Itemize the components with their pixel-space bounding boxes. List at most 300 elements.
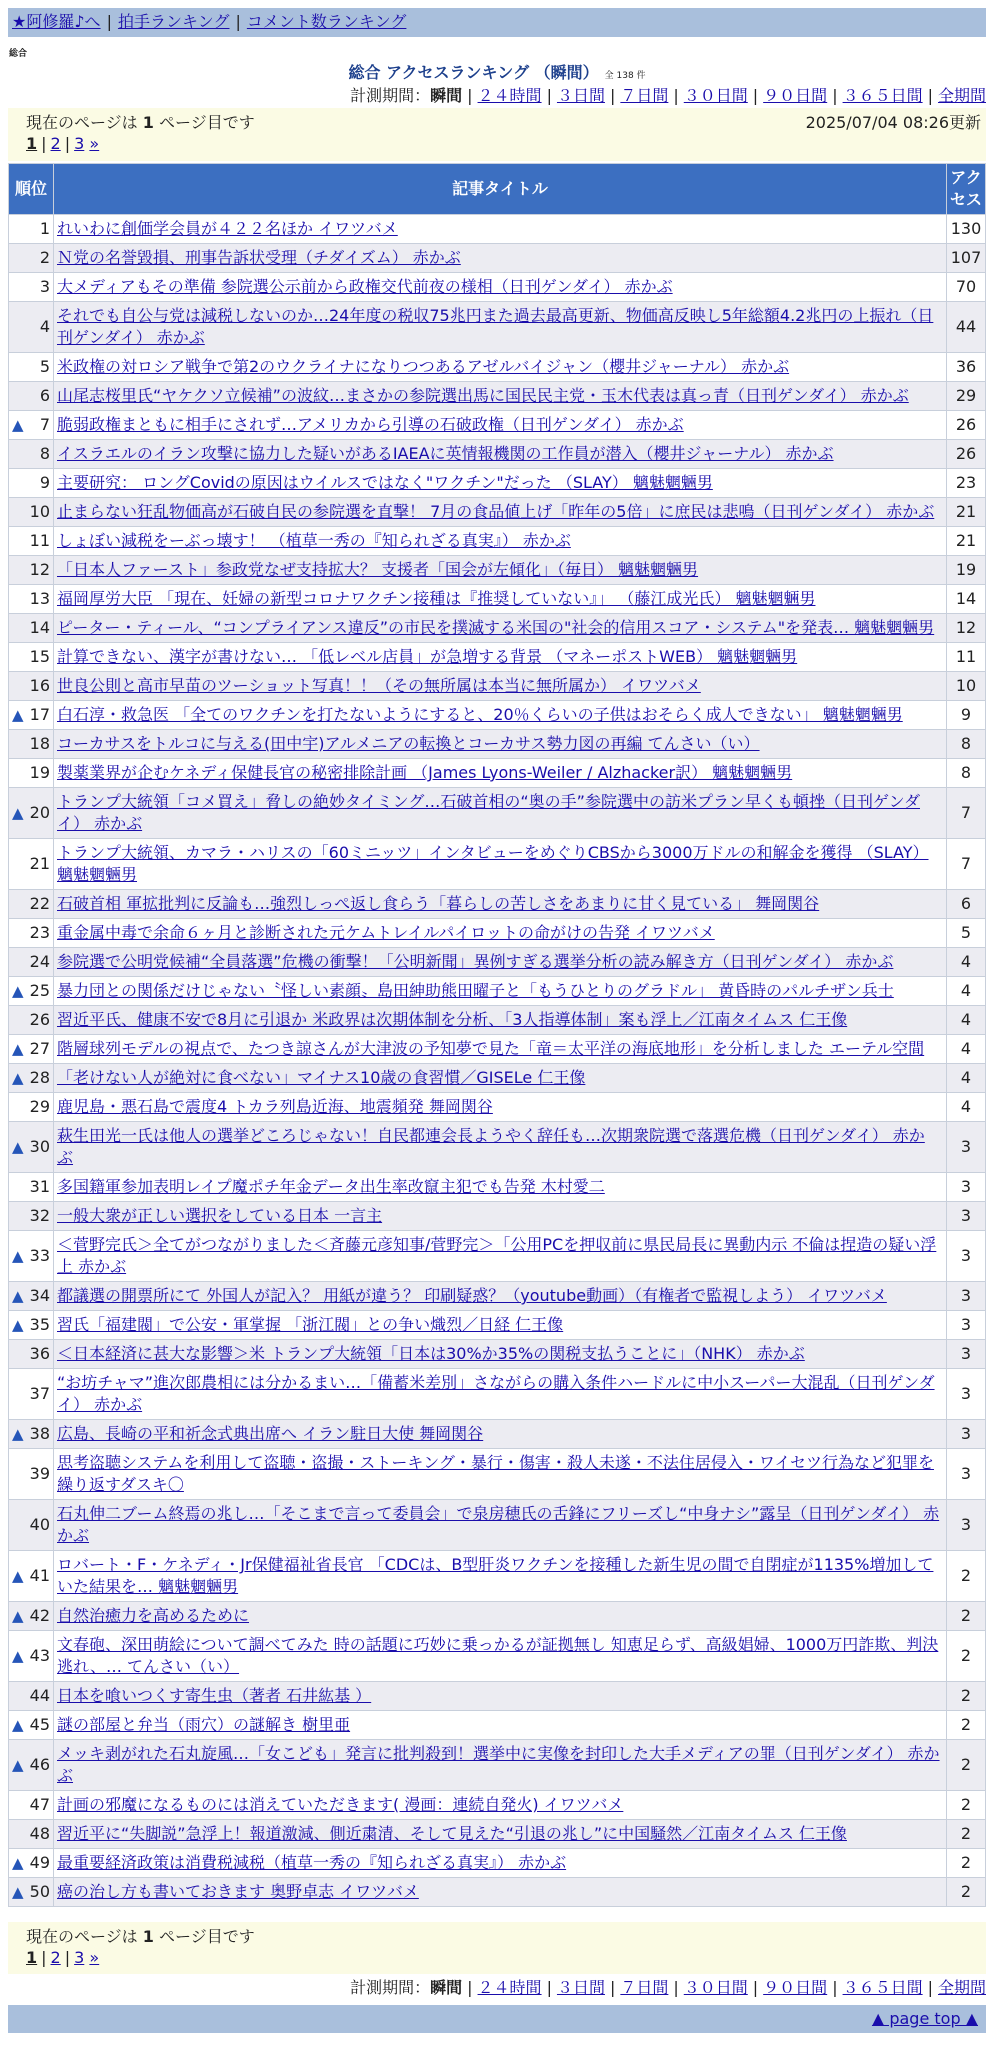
rank-number: 34 xyxy=(29,1286,50,1305)
title-cell xyxy=(54,469,947,498)
page-link[interactable]: 2 xyxy=(50,134,61,153)
rank-cell xyxy=(9,556,54,585)
title-cell xyxy=(54,977,947,1006)
rank-up-icon: ▲ xyxy=(12,1316,24,1334)
access-count: 11 xyxy=(947,643,986,672)
table-row xyxy=(9,759,986,788)
article-link[interactable]: 暴力団との関係だけじゃない〝怪しい素顔〟島田紳助熊田曜子と「もうひとりのグラドル」 黄昏時のパルチザン兵士 xyxy=(57,981,894,1000)
access-count: 6 xyxy=(947,890,986,919)
rank-up-icon: ▲ xyxy=(12,1607,24,1625)
title-cell xyxy=(54,1282,947,1311)
article-link[interactable]: トランプ大統領「コメ買え」脅しの絶妙タイミング…石破首相の“奥の手”参院選中の訪米プラン早くも頓挫（日刊ゲンダイ） 赤かぶ xyxy=(57,792,920,833)
rank-number: 6 xyxy=(39,386,50,405)
access-count: 70 xyxy=(947,273,986,302)
article-link[interactable]: 製薬業界が企むケネディ保健長官の秘密排除計画 （James Lyons-Weiler / Alzhacker訳） 魑魅魍魎男 xyxy=(57,763,793,782)
article-link[interactable]: “お坊チャマ”進次郎農相には分かるまい…「備蓄米差別」さながらの購入条件ハードルに中小スーパー大混乱（日刊ゲンダイ） 赤かぶ xyxy=(57,1373,935,1414)
total-count: 全 138 件 xyxy=(604,71,646,81)
table-row xyxy=(9,977,986,1006)
table-row xyxy=(9,1122,986,1173)
article-link[interactable]: 思考盗聴システムを利用して盗聴・盗撮・ストーキング・暴行・傷害・殺人未遂・不法住居侵入・ワイセツ行為など犯罪を繰り返すダスキ〇 xyxy=(57,1453,934,1494)
table-row xyxy=(9,1551,986,1602)
table-row xyxy=(9,302,986,353)
article-link[interactable]: 石破首相 軍拡批判に反論も…強烈しっぺ返し食らう「暮らしの苦しさをあまりに甘く見ている」 舞岡関谷 xyxy=(57,894,820,913)
table-row xyxy=(9,890,986,919)
article-link[interactable]: 米政権の対ロシア戦争で第2のウクライナになりつつあるアゼルバイジャン（櫻井ジャーナル） 赤かぶ xyxy=(57,357,790,376)
page-info-bottom xyxy=(8,1922,986,1974)
rank-cell xyxy=(9,759,54,788)
title-cell xyxy=(54,948,947,977)
table-row xyxy=(9,1740,986,1791)
access-count: 7 xyxy=(947,788,986,839)
article-link[interactable]: 鹿児島・悪石島で震度4 トカラ列島近海、地震頻発 舞岡関谷 xyxy=(57,1097,493,1116)
period-selector-bottom xyxy=(350,1978,986,1998)
category-label: 総合 xyxy=(9,49,28,59)
rank-cell xyxy=(9,1282,54,1311)
rank-cell xyxy=(9,1878,54,1907)
period-separator: | xyxy=(546,86,552,105)
rank-cell xyxy=(9,672,54,701)
access-count: 2 xyxy=(947,1551,986,1602)
article-link[interactable]: それでも自公与党は減税しないのか…24年度の税収75兆円また過去最高更新、物価高反映し5年総額4.2兆円の上振れ（日刊ゲンダイ） 赤かぶ xyxy=(57,306,934,347)
article-link[interactable]: 謎の部屋と弁当（雨穴）の謎解き 樹里亜 xyxy=(57,1715,351,1734)
period-link[interactable]: ７日間 xyxy=(620,1978,669,1997)
rank-cell xyxy=(9,643,54,672)
period-current: 瞬間 xyxy=(430,1978,463,1997)
rank-number: 43 xyxy=(29,1646,50,1665)
title-cell xyxy=(54,411,947,440)
rank-cell xyxy=(9,498,54,527)
rank-number: 26 xyxy=(29,1010,50,1029)
rank-number: 36 xyxy=(29,1344,50,1363)
rank-cell xyxy=(9,1231,54,1282)
rank-number: 19 xyxy=(29,763,50,782)
table-row xyxy=(9,1791,986,1820)
rank-number: 13 xyxy=(29,589,50,608)
access-count: 3 xyxy=(947,1420,986,1449)
page-link[interactable]: 3 xyxy=(74,1948,85,1967)
rank-cell xyxy=(9,353,54,382)
article-link[interactable]: 参院選で公明党候補“全員落選”危機の衝撃！「公明新聞」異例すぎる選挙分析の読み解き方（日刊ゲンダイ） 赤かぶ xyxy=(57,952,894,971)
access-count: 36 xyxy=(947,353,986,382)
rank-cell xyxy=(9,1006,54,1035)
page-top-link[interactable]: ▲ page top ▲ xyxy=(871,2009,978,2028)
rank-cell xyxy=(9,1500,54,1551)
rank-number: 39 xyxy=(29,1464,50,1483)
period-link[interactable]: ３０日間 xyxy=(683,86,748,105)
rank-number: 10 xyxy=(29,502,50,521)
access-count: 3 xyxy=(947,1500,986,1551)
title-cell xyxy=(54,1311,947,1340)
rank-cell xyxy=(9,788,54,839)
period-link[interactable]: ７日間 xyxy=(620,86,669,105)
table-row xyxy=(9,1602,986,1631)
rank-number: 30 xyxy=(29,1137,50,1156)
rank-cell xyxy=(9,701,54,730)
rank-number: 33 xyxy=(29,1246,50,1265)
rank-number: 7 xyxy=(39,415,50,434)
title-cell xyxy=(54,1122,947,1173)
access-count: 2 xyxy=(947,1878,986,1907)
period-link[interactable]: ３６５日間 xyxy=(842,86,923,105)
article-link[interactable]: 萩生田光一氏は他人の選挙どころじゃない！自民都連会長ようやく辞任も…次期衆院選で落選危機（日刊ゲンダイ） 赤かぶ xyxy=(57,1126,925,1167)
title-cell xyxy=(54,1340,947,1369)
rank-number: 38 xyxy=(29,1424,50,1443)
article-link[interactable]: トランプ大統領、カマラ・ハリスの「60ミニッツ」インタビューをめぐりCBSから3000万ドルの和解金を獲得 （SLAY） 魑魅魍魎男 xyxy=(57,843,929,884)
access-count: 3 xyxy=(947,1282,986,1311)
title-cell xyxy=(54,1820,947,1849)
access-count: 4 xyxy=(947,948,986,977)
table-row xyxy=(9,469,986,498)
title-cell xyxy=(54,353,947,382)
title-cell xyxy=(54,1682,947,1711)
title-cell xyxy=(54,643,947,672)
access-count: 107 xyxy=(947,244,986,273)
updated-timestamp: 2025/07/04 08:26更新 xyxy=(805,113,981,132)
period-link[interactable]: ９０日間 xyxy=(763,1978,828,1997)
rank-cell xyxy=(9,1420,54,1449)
period-separator: | xyxy=(673,1978,679,1997)
top-navigation-bar xyxy=(8,8,986,37)
article-link[interactable]: 文春砲、深田萌絵について調べてみた 時の話題に巧妙に乗っかるが証拠無し 知恵足らず、高級娼婦、1000万円詐欺、判決逃れ、… てんさい（い） xyxy=(57,1635,939,1676)
access-count: 3 xyxy=(947,1311,986,1340)
article-link[interactable]: 階層球列モデルの視点で、たつき諒さんが大津波の予知夢で見た「竜＝太平洋の海底地形」を分析しました エーテル空間 xyxy=(57,1039,925,1058)
period-separator: | xyxy=(609,1978,616,1997)
article-link[interactable]: 止まらない狂乱物価高が石破自民の参院選を直撃！ 7月の食品値上げ「昨年の5倍」に庶民は悲鳴（日刊ゲンダイ） 赤かぶ xyxy=(57,502,935,521)
period-separator: | xyxy=(467,86,473,105)
table-row xyxy=(9,382,986,411)
access-count: 3 xyxy=(947,1231,986,1282)
page-title-text: 総合 アクセスランキング （瞬間） xyxy=(348,63,599,82)
page-separator: | xyxy=(41,1948,47,1967)
title-cell xyxy=(54,527,947,556)
rank-cell xyxy=(9,614,54,643)
rank-up-icon: ▲ xyxy=(12,1854,24,1872)
rank-number: 4 xyxy=(39,317,50,336)
table-row xyxy=(9,730,986,759)
rank-cell xyxy=(9,302,54,353)
access-count: 26 xyxy=(947,411,986,440)
article-link[interactable]: れいわに創価学会員が４２２名ほか イワツバメ xyxy=(57,219,398,238)
access-count: 4 xyxy=(947,1064,986,1093)
access-count: 4 xyxy=(947,977,986,1006)
access-count: 2 xyxy=(947,1711,986,1740)
rank-number: 37 xyxy=(29,1384,50,1403)
rank-number: 2 xyxy=(39,248,50,267)
article-link[interactable]: 大メディアもその準備 参院選公示前から政権交代前夜の様相（日刊ゲンダイ） 赤かぶ xyxy=(57,277,673,296)
article-link[interactable]: ピーター・ティール、“コンプライアンス違反”の市民を撲滅する米国の"社会的信用スコア・システム"を発表… 魑魅魍魎男 xyxy=(57,618,935,637)
period-label: 計測期間： xyxy=(350,1978,431,1997)
next-page-link[interactable]: » xyxy=(89,134,100,153)
access-count: 4 xyxy=(947,1006,986,1035)
rank-up-icon: ▲ xyxy=(12,1716,24,1734)
current-page-text: 現在のページは 1 ページ目です xyxy=(26,113,255,132)
title-cell xyxy=(54,1791,947,1820)
table-row xyxy=(9,527,986,556)
article-link[interactable]: メッキ剥がれた石丸旋風…「女こども」発言に批判殺到！選挙中に実像を封印した大手メディアの罪（日刊ゲンダイ） 赤かぶ xyxy=(57,1744,940,1785)
article-link[interactable]: ＜菅野完氏＞全てがつながりました＜斉藤元彦知事/菅野完＞「公用PCを押収前に県民局長に異動内示 不倫は捏造の疑い浮上 赤かぶ xyxy=(57,1235,937,1276)
access-count: 12 xyxy=(947,614,986,643)
period-separator: | xyxy=(927,1978,933,1997)
title-column-header: 記事タイトル xyxy=(54,164,947,215)
rank-number: 28 xyxy=(29,1068,50,1087)
page-title xyxy=(0,60,994,83)
rank-number: 47 xyxy=(29,1795,50,1814)
article-link[interactable]: 広島、長崎の平和祈念式典出席へ イラン駐日大使 舞岡関谷 xyxy=(57,1424,484,1443)
article-link[interactable]: 習近平に“失脚説”急浮上！報道激減、側近粛清、そして見えた“引退の兆し”に中国騒然／江南タイムス 仁王像 xyxy=(57,1824,847,1843)
access-count: 2 xyxy=(947,1631,986,1682)
period-link[interactable]: ２４時間 xyxy=(477,1978,542,1997)
rank-number: 50 xyxy=(29,1882,50,1901)
period-link[interactable]: ９０日間 xyxy=(763,86,828,105)
rank-up-icon: ▲ xyxy=(12,982,24,1000)
comment-ranking-link[interactable]: コメント数ランキング xyxy=(246,12,407,31)
rank-cell xyxy=(9,382,54,411)
rank-number: 24 xyxy=(29,952,50,971)
rank-cell xyxy=(9,1849,54,1878)
rank-cell xyxy=(9,244,54,273)
rank-number: 5 xyxy=(39,357,50,376)
rank-cell xyxy=(9,1711,54,1740)
rank-up-icon: ▲ xyxy=(12,416,24,434)
title-cell xyxy=(54,1035,947,1064)
article-link[interactable]: 福岡厚労大臣 「現在、妊婦の新型コロナワクチン接種は『推奨していない』」 （藤江成光氏） 魑魅魍魎男 xyxy=(57,589,816,608)
title-cell xyxy=(54,1711,947,1740)
article-link[interactable]: 計算できない、漢字が書けない… 「低レベル店員」が急増する背景 （マネーポストWEB） 魑魅魍魎男 xyxy=(57,647,798,666)
access-count: 2 xyxy=(947,1740,986,1791)
article-link[interactable]: 一般大衆が正しい選択をしている日本 一言主 xyxy=(57,1206,383,1225)
article-link[interactable]: ロバート・F・ケネディ・Jr保健福祉省長官 「CDCは、B型肝炎ワクチンを接種した新生児の間で自閉症が1135%増加していた結果を… 魑魅魍魎男 xyxy=(57,1555,934,1596)
period-separator: | xyxy=(673,86,679,105)
title-cell xyxy=(54,440,947,469)
article-link[interactable]: 「日本人ファースト」参政党なぜ支持拡大？ 支援者「国会が左傾化」（毎日） 魑魅魍魎男 xyxy=(57,560,699,579)
access-count: 4 xyxy=(947,1035,986,1064)
period-separator: | xyxy=(927,86,933,105)
rank-up-icon: ▲ xyxy=(12,1138,24,1156)
rank-number: 40 xyxy=(29,1515,50,1534)
page-separator: | xyxy=(64,1948,71,1967)
article-link[interactable]: 日本を喰いつくす寄生虫（著者 石井紘基 ） xyxy=(57,1686,372,1705)
table-row xyxy=(9,672,986,701)
rank-up-icon: ▲ xyxy=(12,1425,24,1443)
period-separator: | xyxy=(546,1978,552,1997)
rank-number: 46 xyxy=(29,1755,50,1774)
access-count: 2 xyxy=(947,1682,986,1711)
access-count: 2 xyxy=(947,1820,986,1849)
access-count: 2 xyxy=(947,1791,986,1820)
rank-cell xyxy=(9,890,54,919)
rank-cell xyxy=(9,411,54,440)
rank-number: 35 xyxy=(29,1315,50,1334)
table-row xyxy=(9,556,986,585)
title-cell xyxy=(54,1849,947,1878)
access-count: 21 xyxy=(947,498,986,527)
current-page-text: 現在のページは 1 ページ目です xyxy=(26,1927,255,1946)
table-row xyxy=(9,244,986,273)
rank-cell xyxy=(9,215,54,244)
article-link[interactable]: 白石淳・救急医 「全てのワクチンを打たないようにすると、20％くらいの子供はおそらく成人できない」 魑魅魍魎男 xyxy=(57,705,903,724)
rank-number: 21 xyxy=(29,854,50,873)
table-row xyxy=(9,788,986,839)
table-row xyxy=(9,1093,986,1122)
period-link[interactable]: 全期間 xyxy=(937,1978,986,1997)
title-cell xyxy=(54,1500,947,1551)
table-row xyxy=(9,839,986,890)
rank-up-icon: ▲ xyxy=(12,706,24,724)
rank-cell xyxy=(9,1740,54,1791)
rank-up-icon: ▲ xyxy=(12,1247,24,1265)
rank-cell xyxy=(9,1311,54,1340)
access-count: 23 xyxy=(947,469,986,498)
rank-cell xyxy=(9,1551,54,1602)
table-row xyxy=(9,585,986,614)
rank-cell xyxy=(9,1631,54,1682)
rank-number: 41 xyxy=(29,1566,50,1585)
title-cell xyxy=(54,302,947,353)
table-row xyxy=(9,1006,986,1035)
rank-number: 45 xyxy=(29,1715,50,1734)
article-link[interactable]: 都議選の開票所にて 外国人が記入？ 用紙が違う？ 印刷疑惑？（youtube動画）（有権者で監視しよう） イワツバメ xyxy=(57,1286,887,1305)
rank-number: 48 xyxy=(29,1824,50,1843)
rank-number: 17 xyxy=(29,705,50,724)
article-link[interactable]: 脆弱政権まともに相手にされず…アメリカから引導の石破政権（日刊ゲンダイ） 赤かぶ xyxy=(57,415,684,434)
article-link[interactable]: 重金属中毒で余命６ヶ月と診断された元ケムトレイルパイロットの命がけの告発 イワツバメ xyxy=(57,923,715,942)
rank-cell xyxy=(9,948,54,977)
rank-up-icon: ▲ xyxy=(12,1069,24,1087)
rank-number: 44 xyxy=(29,1686,50,1705)
title-cell xyxy=(54,1369,947,1420)
period-link[interactable]: 全期間 xyxy=(937,86,986,105)
rank-number: 22 xyxy=(29,894,50,913)
article-link[interactable]: Ｎ党の名誉毀損、刑事告訴状受理（チダイズム） 赤かぶ xyxy=(57,248,461,267)
period-link[interactable]: ３日間 xyxy=(556,1978,605,1997)
period-separator: | xyxy=(752,86,759,105)
period-separator: | xyxy=(832,86,838,105)
rank-cell xyxy=(9,1602,54,1631)
clap-ranking-link[interactable]: 拍手ランキング xyxy=(117,12,230,31)
rank-cell xyxy=(9,1369,54,1420)
article-link[interactable]: 世良公則と高市早苗のツーショット写真！！（その無所属は本当に無所属か） イワツバメ xyxy=(57,676,701,695)
rank-number: 31 xyxy=(29,1177,50,1196)
table-row xyxy=(9,1173,986,1202)
article-link[interactable]: 最重要経済政策は消費税減税（植草一秀の『知られざる真実』） 赤かぶ xyxy=(57,1853,567,1872)
table-row xyxy=(9,1035,986,1064)
current-page-number: 1 xyxy=(26,1948,38,1967)
table-row xyxy=(9,273,986,302)
table-row xyxy=(9,498,986,527)
period-label: 計測期間： xyxy=(350,86,431,105)
article-link[interactable]: 石丸伸二ブーム終焉の兆し…「そこまで言って委員会」で泉房穂氏の舌鋒にフリーズし“中身ナシ”露呈（日刊ゲンダイ） 赤かぶ xyxy=(57,1504,940,1545)
access-count: 3 xyxy=(947,1173,986,1202)
rank-cell xyxy=(9,1173,54,1202)
article-link[interactable]: 癌の治し方も書いておきます 奥野卓志 イワツバメ xyxy=(57,1882,419,1901)
rank-cell xyxy=(9,839,54,890)
table-row xyxy=(9,614,986,643)
table-row xyxy=(9,1878,986,1907)
period-link[interactable]: ３０日間 xyxy=(683,1978,748,1997)
article-link[interactable]: 多国籍軍参加表明レイプ魔ポチ年金データ出生率改竄主犯でも告発 木村愛二 xyxy=(57,1177,605,1196)
access-count: 8 xyxy=(947,730,986,759)
home-link[interactable]: ★阿修羅♪へ xyxy=(12,12,101,31)
nav-separator: | xyxy=(106,12,112,31)
access-count: 130 xyxy=(947,215,986,244)
title-cell xyxy=(54,672,947,701)
rank-number: 49 xyxy=(29,1853,50,1872)
access-count: 44 xyxy=(947,302,986,353)
rank-cell xyxy=(9,1064,54,1093)
page-link[interactable]: 3 xyxy=(74,134,85,153)
next-page-link[interactable]: » xyxy=(89,1948,100,1967)
article-link[interactable]: 自然治癒力を高めるために xyxy=(57,1606,250,1625)
table-row xyxy=(9,440,986,469)
title-cell xyxy=(54,1202,947,1231)
title-cell xyxy=(54,1420,947,1449)
period-link[interactable]: ３６５日間 xyxy=(842,1978,923,1997)
access-column-header: アクセス xyxy=(947,164,986,215)
period-separator: | xyxy=(609,86,616,105)
article-link[interactable]: 習氏「福建閥」で公安・軍掌握 「浙江閥」との争い熾烈／日経 仁王像 xyxy=(57,1315,564,1334)
article-link[interactable]: 山尾志桜里氏“ヤケクソ立候補”の波紋…まさかの参院選出馬に国民民主党・玉木代表は真っ青（日刊ゲンダイ） 赤かぶ xyxy=(57,386,909,405)
table-row xyxy=(9,643,986,672)
current-page-number: 1 xyxy=(26,134,38,153)
page-link[interactable]: 2 xyxy=(50,1948,61,1967)
table-row xyxy=(9,1064,986,1093)
title-cell xyxy=(54,1449,947,1500)
table-row xyxy=(9,1420,986,1449)
period-separator: | xyxy=(752,1978,759,1997)
article-link[interactable]: コーカサスをトルコに与える(田中宇)アルメニアの転換とコーカサス勢力図の再編 てんさい（い） xyxy=(57,734,760,753)
ranking-table xyxy=(8,163,986,1907)
access-count: 3 xyxy=(947,1122,986,1173)
period-separator: | xyxy=(832,1978,838,1997)
rank-cell xyxy=(9,1791,54,1820)
table-row xyxy=(9,411,986,440)
rank-cell xyxy=(9,919,54,948)
title-cell xyxy=(54,244,947,273)
title-cell xyxy=(54,1064,947,1093)
access-count: 19 xyxy=(947,556,986,585)
rank-number: 16 xyxy=(29,676,50,695)
table-row xyxy=(9,1849,986,1878)
article-link[interactable]: 習近平氏、健康不安で8月に引退か 米政界は次期体制を分析、「3人指導体制」案も浮上／江南タイムス 仁王像 xyxy=(57,1010,848,1029)
rank-cell xyxy=(9,469,54,498)
rank-up-icon: ▲ xyxy=(12,1756,24,1774)
pagination-top xyxy=(26,133,976,154)
period-link[interactable]: ２４時間 xyxy=(477,86,542,105)
rank-cell xyxy=(9,730,54,759)
rank-cell xyxy=(9,1035,54,1064)
title-cell xyxy=(54,1551,947,1602)
title-cell xyxy=(54,759,947,788)
rank-cell xyxy=(9,273,54,302)
table-row xyxy=(9,215,986,244)
rank-number: 25 xyxy=(29,981,50,1000)
period-link[interactable]: ３日間 xyxy=(556,86,605,105)
access-count: 21 xyxy=(947,527,986,556)
article-link[interactable]: イスラエルのイラン攻撃に協力した疑いがあるIAEAに英情報機関の工作員が潜入（櫻井ジャーナル） 赤かぶ xyxy=(57,444,834,463)
access-count: 29 xyxy=(947,382,986,411)
article-link[interactable]: しょぼい減税をーぶっ壊す！ （植草一秀の『知られざる真実』） 赤かぶ xyxy=(57,531,571,550)
rank-up-icon: ▲ xyxy=(12,1883,24,1901)
article-link[interactable]: 「老けない人が絶対に食べない」マイナス10歳の食習慣／GISELe 仁王像 xyxy=(57,1068,586,1087)
article-link[interactable]: 主要研究： ロングCovidの原因はウイルスではなく"ワクチン"だった （SLAY） 魑魅魍魎男 xyxy=(57,473,713,492)
rank-number: 29 xyxy=(29,1097,50,1116)
title-cell xyxy=(54,498,947,527)
article-link[interactable]: 計画の邪魔になるものには消えていただきます( 漫画：連続自発火) イワツバメ xyxy=(57,1795,624,1814)
article-link[interactable]: ＜日本経済に甚大な影響＞米 トランプ大統領「日本は30%か35%の関税支払うことに」（NHK） 赤かぶ xyxy=(57,1344,805,1363)
rank-up-icon: ▲ xyxy=(12,804,24,822)
table-row xyxy=(9,353,986,382)
rank-cell xyxy=(9,1093,54,1122)
